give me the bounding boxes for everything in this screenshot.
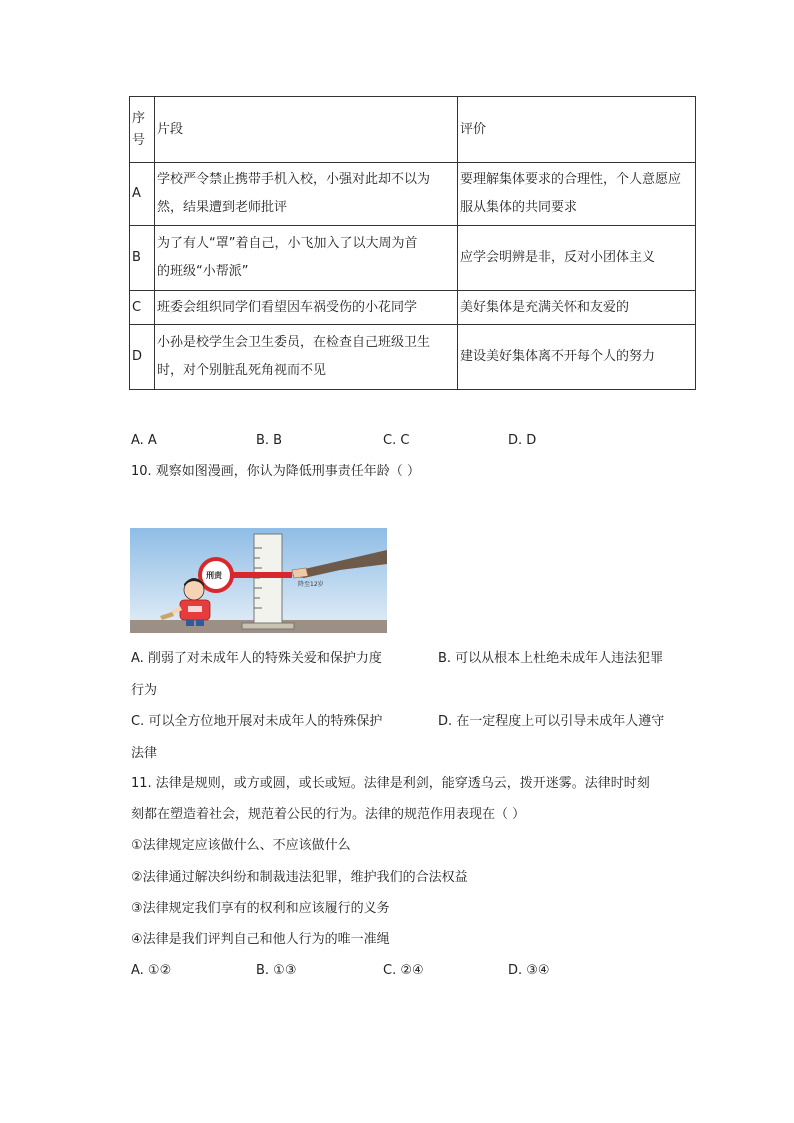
q11-option-b[interactable]: B. ①③ <box>256 963 297 978</box>
q10-stem: 10. 观察如图漫画，你认为降低刑事责任年龄（ ） <box>131 464 420 479</box>
cartoon-sign-text: 刑责 <box>206 571 222 580</box>
row-fragment: 小孙是校学生会卫生委员，在检查自己班级卫生 时，对个别脏乱死角视而不见 <box>155 325 458 390</box>
row-id: A <box>130 163 155 226</box>
row-id: B <box>130 226 155 291</box>
q11-item-4: ④法律是我们评判自己和他人行为的唯一准绳 <box>131 932 390 947</box>
table-row <box>130 163 696 226</box>
q10-option-d-continued: 法律 <box>131 746 158 761</box>
header-comment: 评价 <box>458 97 696 163</box>
cartoon-illustration <box>130 528 387 633</box>
row-comment: 美好集体是充满关怀和友爱的 <box>458 291 696 325</box>
q11-option-d[interactable]: D. ③④ <box>508 963 550 978</box>
q10-option-b[interactable]: B. 可以从根本上杜绝未成年人违法犯罪 <box>438 651 664 666</box>
row-comment: 应学会明辨是非，反对小团体主义 <box>458 226 696 291</box>
q11-item-2: ②法律通过解决纠纷和制裁违法犯罪，维护我们的合法权益 <box>131 870 468 885</box>
row-fragment: 班委会组织同学们看望因车祸受伤的小花同学 <box>155 291 458 325</box>
row-fragment: 学校严令禁止携带手机入校，小强对此却不以为 然，结果遭到老师批评 <box>155 163 458 226</box>
cartoon-label: 降至12岁 <box>298 581 324 588</box>
q11-option-a[interactable]: A. ①② <box>131 963 172 978</box>
table-row <box>130 291 696 325</box>
table-row <box>130 226 696 291</box>
row-comment: 建设美好集体离不开每个人的努力 <box>458 325 696 390</box>
q11-stem-line1: 11. 法律是规则，或方或圆，或长或短。法律是利剑，能穿透乌云，拨开迷雾。法律时时刻 <box>131 776 650 791</box>
q9-option-a[interactable]: A. A <box>131 433 157 448</box>
table-row <box>130 325 696 390</box>
q10-option-a[interactable]: A. 削弱了对未成年人的特殊关爱和保护力度 <box>131 651 382 666</box>
q10-option-c[interactable]: C. 可以全方位地开展对未成年人的特殊保护 <box>131 714 383 729</box>
q10-option-b-continued: 行为 <box>131 683 158 698</box>
header-index: 序号 <box>130 97 155 163</box>
cartoon-image <box>130 528 387 633</box>
q9-option-c[interactable]: C. C <box>383 433 410 448</box>
row-id: C <box>130 291 155 325</box>
q11-item-1: ①法律规定应该做什么、不应该做什么 <box>131 838 351 853</box>
row-id: D <box>130 325 155 390</box>
q11-stem-line2: 刻都在塑造着社会，规范着公民的行为。法律的规范作用表现在（ ） <box>131 807 526 822</box>
q11-option-c[interactable]: C. ②④ <box>383 963 424 978</box>
q9-option-d[interactable]: D. D <box>508 433 537 448</box>
q10-option-d[interactable]: D. 在一定程度上可以引导未成年人遵守 <box>438 714 665 729</box>
table-header-row <box>130 97 696 163</box>
header-fragment: 片段 <box>155 97 458 163</box>
row-comment: 要理解集体要求的合理性，个人意愿应 服从集体的共同要求 <box>458 163 696 226</box>
row-fragment: 为了有人“罩”着自己，小飞加入了以大周为首 的班级“小帮派” <box>155 226 458 291</box>
q11-item-3: ③法律规定我们享有的权利和应该履行的义务 <box>131 901 390 916</box>
fragment-table <box>129 96 696 390</box>
q9-option-b[interactable]: B. B <box>256 433 283 448</box>
